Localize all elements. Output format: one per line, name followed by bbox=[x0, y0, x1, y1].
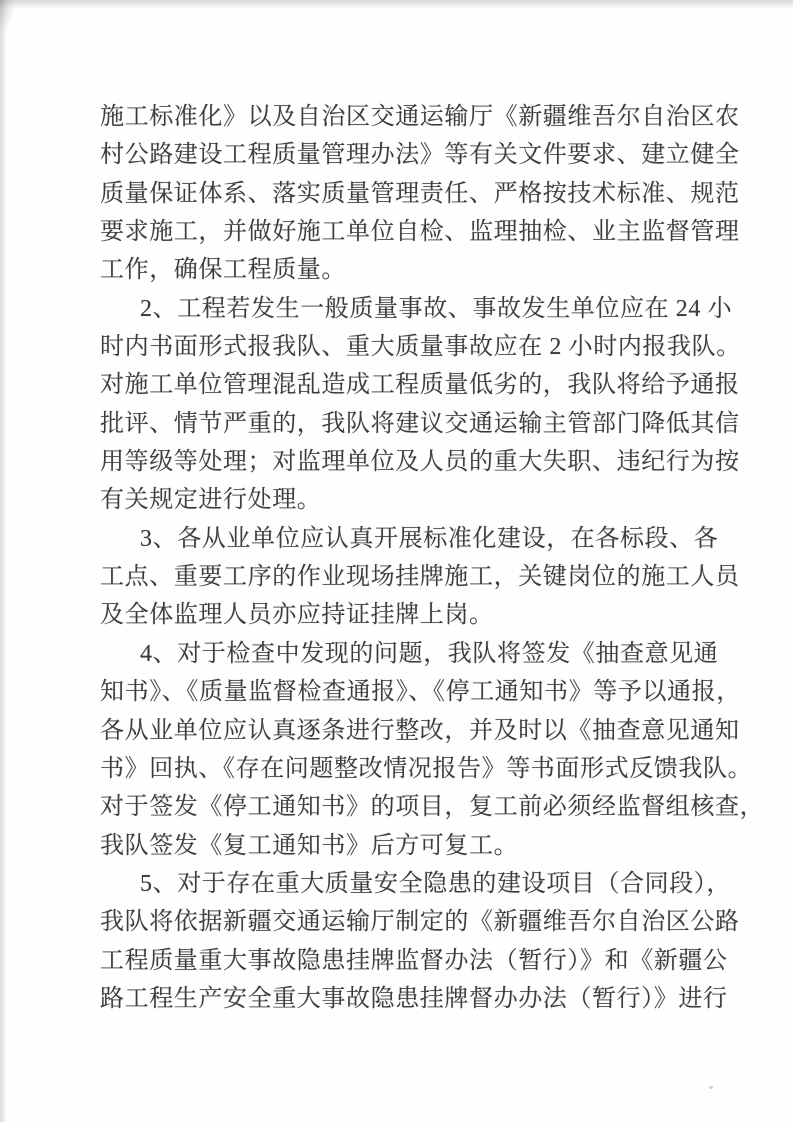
text-line: 知书》、《质量监督检查通报》、《停工通知书》等予以通报， bbox=[100, 679, 741, 706]
text-line: 书》回执、《存在问题整改情况报告》等书面形式反馈我队。 bbox=[100, 755, 753, 782]
text-line: 我队将依据新疆交通运输厅制定的《新疆维吾尔自治区公路 bbox=[100, 909, 740, 936]
text-line: 用等级等处理；对监理单位及人员的重大失职、违纪行为按 bbox=[100, 449, 740, 476]
text-line: 3、各从业单位应认真开展标准化建设，在各标段、各 bbox=[140, 525, 719, 552]
paragraph-3-item-3 bbox=[100, 520, 740, 635]
paragraph-1-continuation bbox=[100, 98, 740, 290]
text-line: 质量保证体系、落实质量管理责任、严格按技术标准、规范 bbox=[100, 180, 740, 207]
text-line: 对于签发《停工通知书》的项目，复工前必须经监督组核查， bbox=[100, 794, 765, 821]
scan-noise-speck bbox=[709, 1086, 713, 1089]
text-line: 工点、重要工序的作业现场挂牌施工，关键岗位的施工人员 bbox=[100, 564, 740, 591]
scan-edge-top bbox=[0, 0, 793, 9]
text-line: 时内书面形式报我队、重大质量事故应在 2 小时内报我队。 bbox=[100, 334, 741, 361]
text-line: 工程质量重大事故隐患挂牌监督办法（暂行）》和《新疆公 bbox=[100, 947, 728, 974]
paragraph-4-item-4 bbox=[100, 635, 765, 865]
text-line: 对施工单位管理混乱造成工程质量低劣的，我队将给予通报 bbox=[100, 372, 740, 399]
text-line: 我队签发《复工通知书》后方可复工。 bbox=[100, 832, 519, 859]
text-line: 路工程生产安全重大事故隐患挂牌督办办法（暂行）》进行 bbox=[100, 985, 728, 1012]
document-text-block bbox=[100, 98, 765, 1018]
text-line: 有关规定进行处理。 bbox=[100, 487, 322, 514]
paragraph-5-item-5 bbox=[100, 865, 740, 1018]
text-line: 各从业单位应认真逐条进行整改，并及时以《抽查意见通知 bbox=[100, 717, 740, 744]
text-line: 施工标准化》以及自治区交通运输厅《新疆维吾尔自治区农 bbox=[100, 104, 740, 130]
text-line: 2、工程若发生一般质量事故、事故发生单位应在 24 小 bbox=[140, 295, 733, 322]
text-line: 要求施工，并做好施工单位自检、监理抽检、业主监督管理 bbox=[100, 219, 740, 246]
scan-edge-left bbox=[0, 0, 7, 1122]
text-line: 村公路建设工程质量管理办法》等有关文件要求、建立健全 bbox=[100, 142, 740, 169]
text-line: 工作，确保工程质量。 bbox=[100, 257, 346, 284]
text-line: 4、对于检查中发现的问题，我队将签发《抽查意见通 bbox=[140, 640, 719, 667]
scan-corner-smudge bbox=[0, 0, 16, 34]
text-line: 5、对于存在重大质量安全隐患的建设项目（合同段）， bbox=[140, 870, 731, 897]
paragraph-2-item-2 bbox=[100, 290, 741, 520]
text-line: 批评、情节严重的，我队将建议交通运输主管部门降低其信 bbox=[100, 410, 740, 437]
text-line: 及全体监理人员亦应持证挂牌上岗。 bbox=[100, 602, 494, 629]
